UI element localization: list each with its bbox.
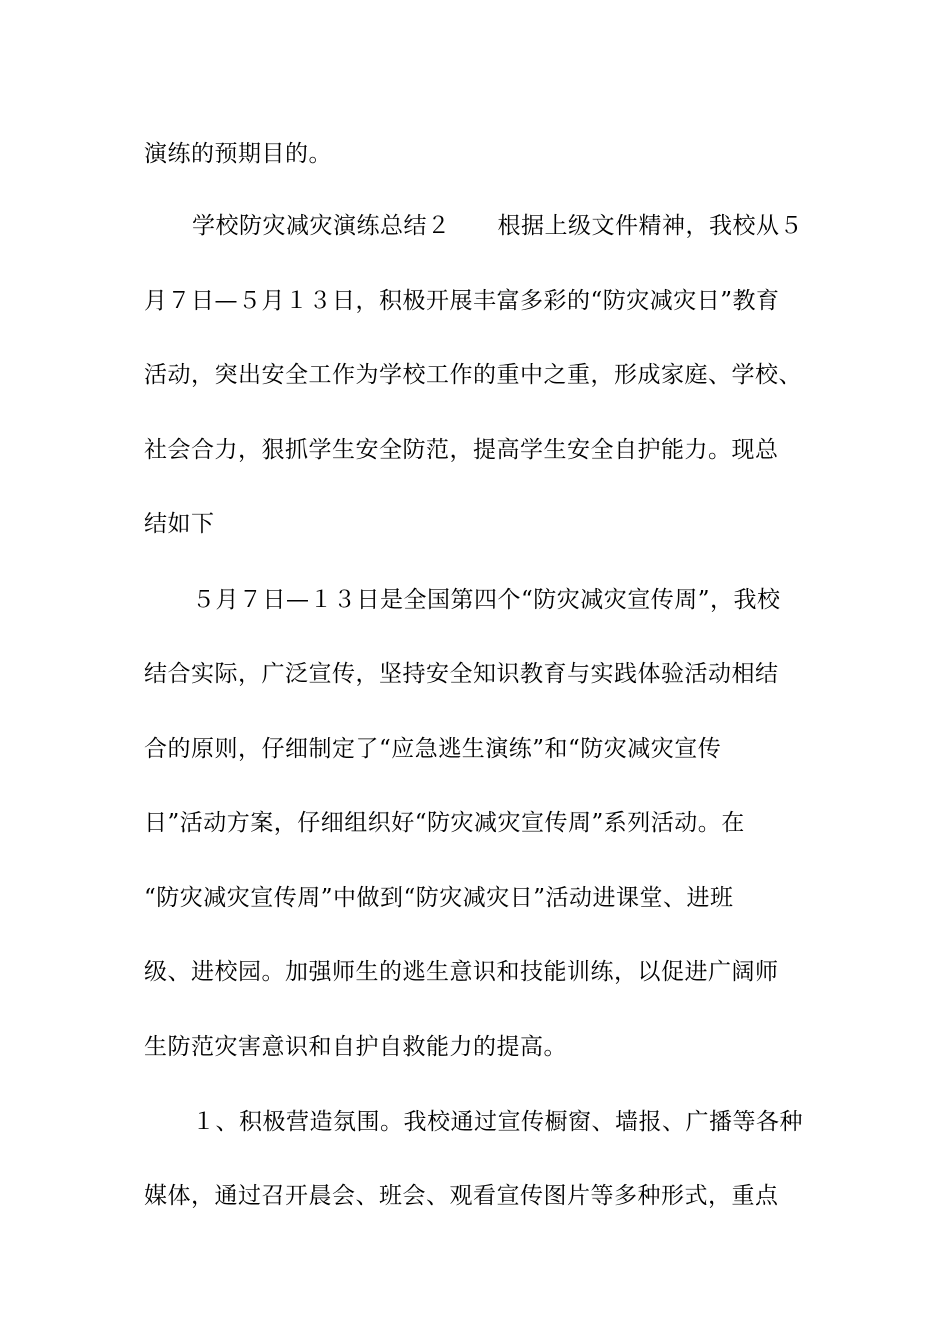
text-line: 级、进校园。加强师生的逃生意识和技能训练，以促进广阔师 <box>144 959 779 985</box>
text-line: ５月７日—１３日是全国第四个“防灾减灾宣传周”，我校 <box>192 587 781 613</box>
text-line: 合的原则，仔细制定了“应急逃生演练”和“防灾减灾宣传 <box>144 736 722 762</box>
text-line: 月７日—５月１３日，积极开展丰富多彩的“防灾减灾日”教育 <box>144 288 780 314</box>
text-line: 结合实际，广泛宣传，坚持安全知识教育与实践体验活动相结 <box>144 661 779 687</box>
text-line: 学校防灾减灾演练总结２ 根据上级文件精神，我校从５ <box>192 213 803 239</box>
text-line: １、积极营造氛围。我校通过宣传橱窗、墙报、广播等各种 <box>192 1109 803 1135</box>
text-line: 活动，突出安全工作为学校工作的重中之重，形成家庭、学校、 <box>144 362 802 388</box>
text-line: 日”活动方案，仔细组织好“防灾减灾宣传周”系列活动。在 <box>144 810 745 836</box>
text-line: 演练的预期目的。 <box>144 141 332 167</box>
text-line: “防灾减灾宣传周”中做到“防灾减灾日”活动进课堂、进班 <box>144 885 734 911</box>
text-line: 生防范灾害意识和自护自救能力的提高。 <box>144 1034 567 1060</box>
text-line: 结如下 <box>144 511 215 537</box>
text-line: 媒体，通过召开晨会、班会、观看宣传图片等多种形式，重点 <box>144 1183 779 1209</box>
text-line: 社会合力，狠抓学生安全防范，提高学生安全自护能力。现总 <box>144 437 779 463</box>
